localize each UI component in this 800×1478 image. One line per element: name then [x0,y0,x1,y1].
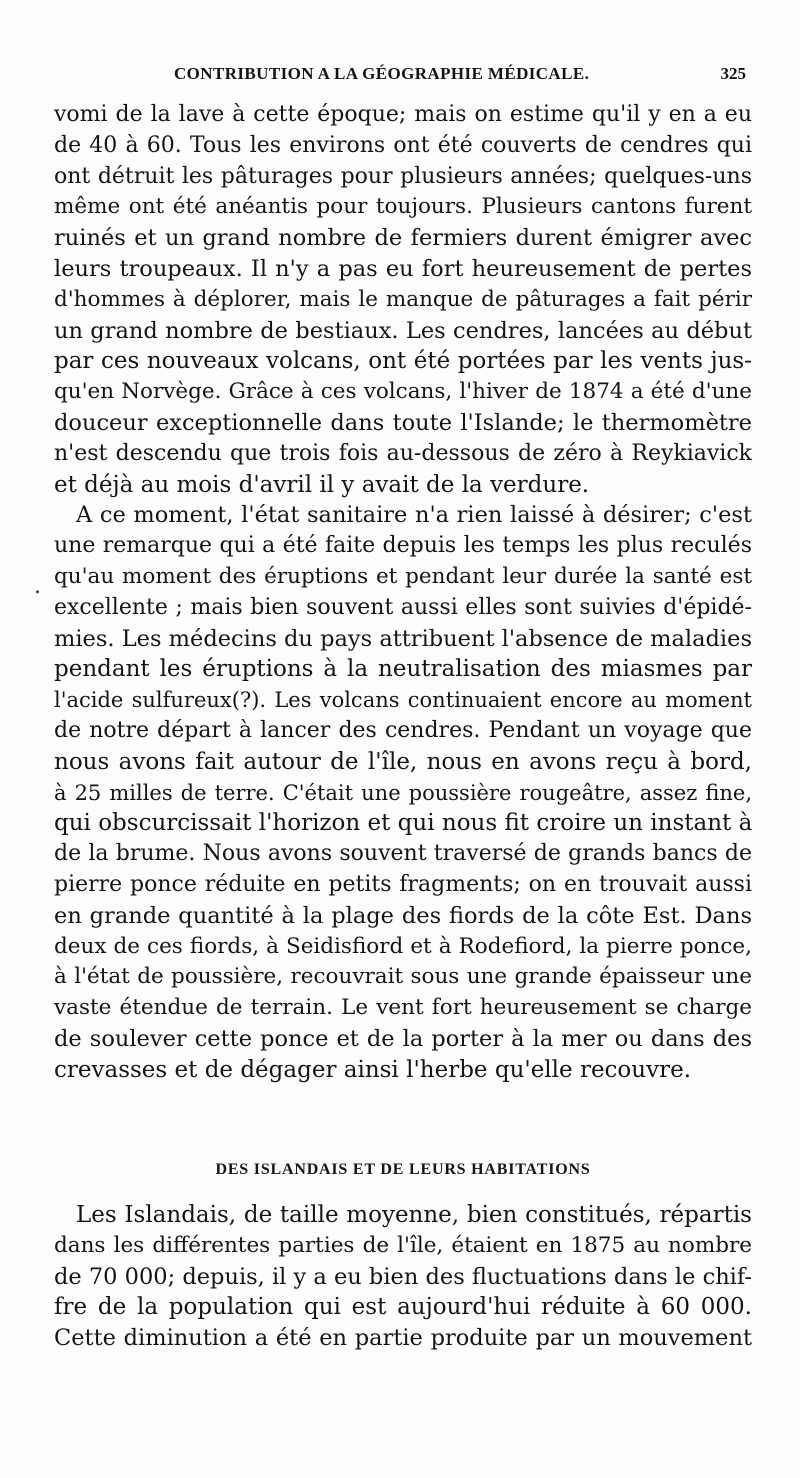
text-line: même ont été anéantis pour toujours. Plusieurs cantons furent [54,194,752,220]
text-line: de la brume. Nous avons souvent traversé de grands bancs de [54,841,752,867]
text-line: de notre départ à lancer des cendres. Pendant un voyage que [54,717,752,743]
text-line: deux de ces fiords, à Seidisfiord et à Rodefiord, la pierre ponce, [54,933,752,959]
running-title: CONTRIBUTION A LA GÉOGRAPHIE MÉDICALE. [174,64,590,83]
text-line: A ce moment, l'état sanitaire n'a rien laissé à désirer; c'est [76,502,752,529]
text-line: l'acide sulfureux(?). Les volcans continuaient encore au moment [54,688,752,713]
text-line: de 40 à 60. Tous les environs ont été couverts de cendres qui [54,132,752,158]
text-line: vaste étendue de terrain. Le vent fort heureusement se charge [54,995,752,1021]
text-line: qui obscurcissait l'horizon et qui nous fit croire un instant à [54,810,753,837]
text-line: pierre ponce réduite en petits fragments; on en trouvait aussi [54,871,752,897]
text-line: et déjà au mois d'avril il y avait de la verdure. [54,471,590,498]
text-line: qu'en Norvège. Grâce à ces volcans, l'hiver de 1874 a été d'une [54,379,752,405]
text-line: qu'au moment des éruptions et pendant leur durée la santé est [54,563,752,589]
text-line: de soulever cette ponce et de la porter à la mer ou dans des [54,1025,752,1052]
text-line: vomi de la lave à cette époque; mais on estime qu'il y en a eu [54,102,752,127]
text-line: ont détruit les pâturages pour plusieurs années; quelques-uns [54,163,752,189]
text-line: n'est descendu que trois fois au-dessous de zéro à Reykiavick [54,440,752,466]
page-header [54,64,746,90]
text-line: crevasses et de dégager ainsi l'herbe qu'elle recouvre. [54,1056,692,1083]
text-line: par ces nouveaux volcans, ont été portées par les vents jus- [54,348,752,375]
text-line: ruinés et un grand nombre de fermiers durent émigrer avec [54,225,752,252]
text-line: mies. Les médecins du pays attribuent l'absence de maladies [54,625,752,652]
margin-dot: . [34,574,41,599]
text-line: à l'état de poussière, recouvrait sous une grande épaisseur une [54,964,752,990]
text-line: leurs troupeaux. Il n'y a pas eu fort heureusement de pertes [54,255,752,282]
text-line: à 25 milles de terre. C'était une poussière rougeâtre, assez fine, [54,780,752,805]
text-line: dans les différentes parties de l'île, étaient en 1875 au nombre [54,1232,752,1258]
section-heading: DES ISLANDAIS ET DE LEURS HABITATIONS [215,1161,591,1178]
text-line: excellente ; mais bien souvent aussi elles sont suivies d'épidé- [54,594,752,620]
text-line: Cette diminution a été en partie produite par un mouvement [54,1325,752,1352]
body-text-volcanic-ash [54,100,752,1086]
text-line: douceur exceptionnelle dans toute l'Islande; le thermomètre [54,409,752,436]
text-line: nous avons fait autour de l'île, nous en avons reçu à bord, [54,748,752,775]
text-line: une remarque qui a été faite depuis les temps les plus reculés [54,533,752,559]
text-line: un grand nombre de bestiaux. Les cendres, lancées au début [54,317,752,344]
text-line: de 70 000; depuis, il y a eu bien des fluctuations dans le chif- [54,1263,753,1290]
text-line: Les Islandais, de taille moyenne, bien constitués, répartis [76,1202,752,1228]
text-line: en grande quantité à la plage des fiords de la côte Est. Dans [54,902,752,929]
text-line: d'hommes à déplorer, mais le manque de pâturages a fait périr [54,286,752,312]
text-line: pendant les éruptions à la neutralisation des miasmes par [54,656,752,683]
page-number: 325 [720,64,746,83]
body-text-islanders [54,1200,752,1354]
text-line: fre de la population qui est aujourd'hui réduite à 60 000. [54,1294,752,1321]
